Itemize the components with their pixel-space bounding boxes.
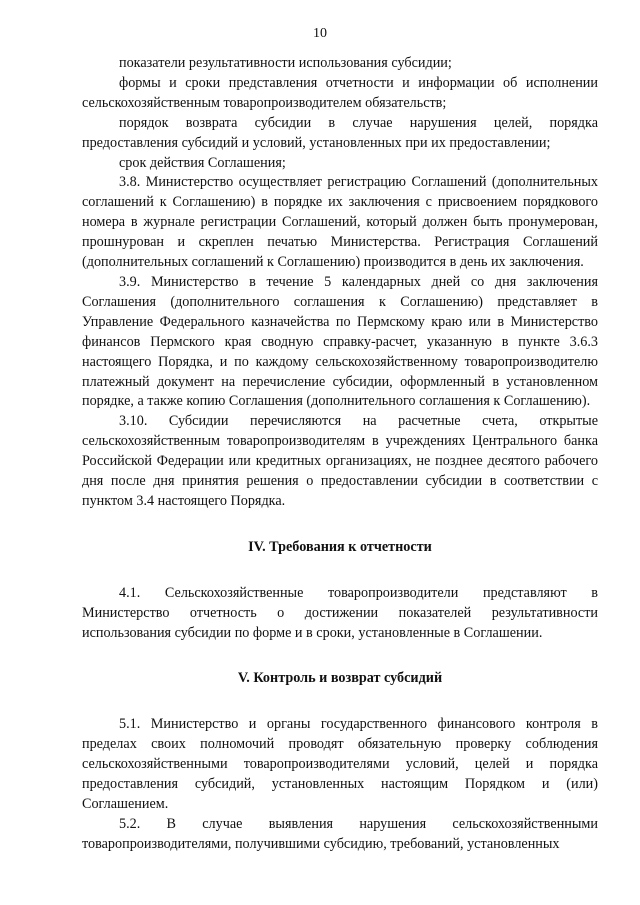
spacer xyxy=(82,512,598,538)
paragraph-reporting-forms: формы и сроки представления отчетности и информации об исполнении сельскохозяйственным товаропроизводителем обязательств; xyxy=(82,74,598,111)
paragraph-3-9: 3.9. Министерство в течение 5 календарных дней со дня заключения Соглашения (дополнительного соглашения к Соглашению) представляет в Управление Федерального казначейства по Пермскому краю или в Министерство финансов Пермского края сводную справку-расчет, указанную в пункте 3.6.3 настоящего Порядка, и по каждому сельскохозяйственному товаропроизводителю платежный документ на перечисление субсидии, оформленный в установленном порядке, а также копию Соглашения (дополнительного соглашения к Соглашению). xyxy=(82,273,598,410)
paragraph-4-1: 4.1. Сельскохозяйственные товаропроизводители представляют в Министерство отчетность о достижении показателей результативности использования субсидии по форме и в сроки, установленные в Соглашении. xyxy=(82,584,598,641)
paragraph-agreement-term: срок действия Соглашения; xyxy=(119,154,286,171)
paragraph-3-8: 3.8. Министерство осуществляет регистрацию Соглашений (дополнительных соглашений к Соглашению) в порядке их заключения с присвоением порядкового номера в журнале регистрации Соглашений, который должен быть пронумерован, прошнурован и скреплен печатью Министерства. Регистрация Соглашений (дополнительных соглашений к Соглашению) производится в день их заключения. xyxy=(82,174,598,271)
spacer xyxy=(82,558,598,584)
spacer xyxy=(82,643,598,669)
paragraph-indicators: показатели результативности использования субсидии; xyxy=(119,55,452,71)
document-body xyxy=(82,54,598,855)
page-number: 10 xyxy=(313,26,327,41)
section-heading-iv: IV. Требования к отчетности xyxy=(248,538,432,555)
paragraph-5-2: 5.2. В случае выявления нарушения сельскохозяйственными товаропроизводителями, получившими субсидию, требований, установленных xyxy=(82,815,598,852)
spacer xyxy=(82,689,598,715)
paragraph-return-procedure: порядок возврата субсидии в случае нарушения целей, порядка предоставления субсидий и условий, установленных при их предоставлении; xyxy=(82,114,598,151)
section-heading-v: V. Контроль и возврат субсидий xyxy=(237,670,443,687)
paragraph-5-1: 5.1. Министерство и органы государственного финансового контроля в пределах своих полномочий проводят обязательную проверку соблюдения сельскохозяйственными товаропроизводителями условий, целей и порядка предоставления субсидий, установленных настоящим Порядком и (или) Соглашением. xyxy=(82,716,598,812)
paragraph-3-10: 3.10. Субсидии перечисляются на расчетные счета, открытые сельскохозяйственным товаропроизводителям в учреждениях Центрального банка Российской Федерации или кредитных организациях, не позднее десятого рабочего дня после дня принятия решения о предоставлении субсидии в соответствии с пунктом 3.4 настоящего Порядка. xyxy=(82,413,598,509)
